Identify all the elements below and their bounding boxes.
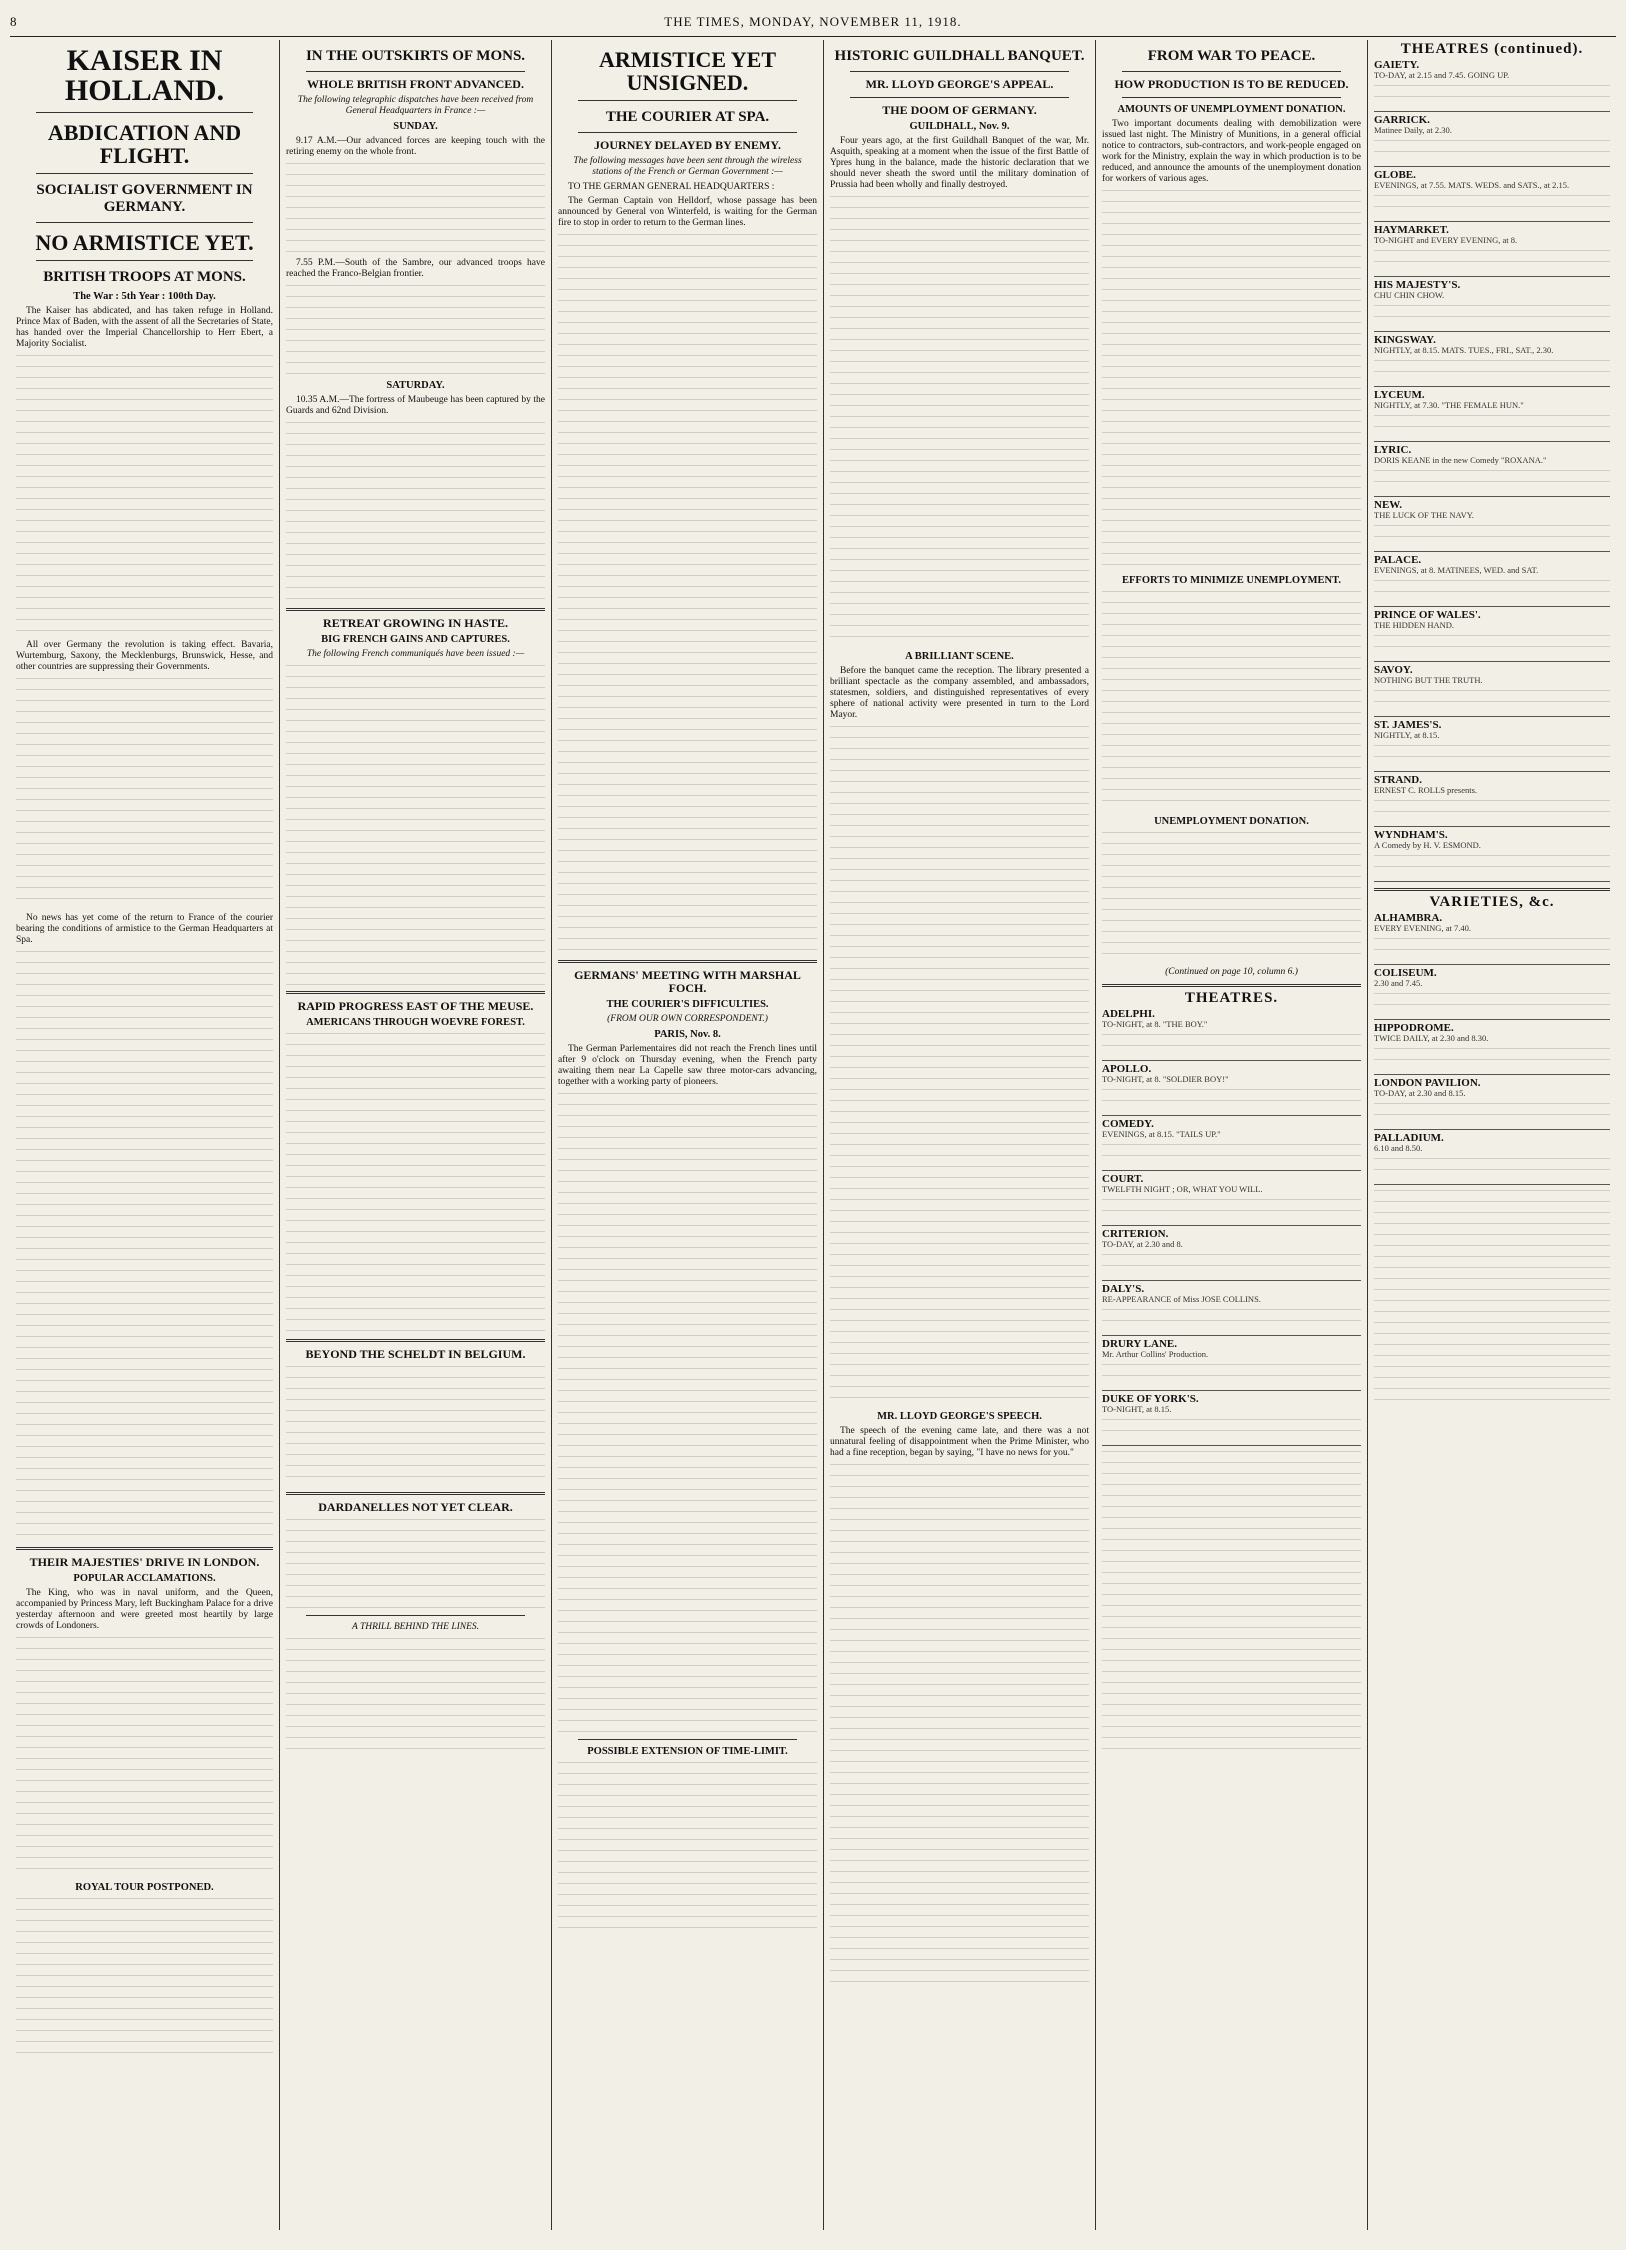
dateline: PARIS, Nov. 8. <box>654 1029 721 1040</box>
listing-name: GAIETY. <box>1374 59 1420 71</box>
listing-item <box>1374 332 1610 387</box>
listing-name: APOLLO. <box>1102 1063 1152 1075</box>
newspaper-page <box>10 10 1616 2230</box>
listing-line: RE-APPEARANCE of Miss JOSE COLLINS. <box>1102 1294 1261 1304</box>
listing-name: DUKE OF YORK'S. <box>1102 1393 1199 1405</box>
listing-name: DALY'S. <box>1102 1283 1145 1295</box>
listing-item <box>1102 1391 1361 1446</box>
listing-line: NOTHING BUT THE TRUTH. <box>1374 675 1483 685</box>
listing-item <box>1374 1075 1610 1130</box>
paragraph: Before the banquet came the reception. The library presented a brilliant spectacle as the company assembled, and ambassadors, statesmen, soldiers, and distinguished representatives of every sphere of national activity were presented in turn to the Lord Mayor. <box>830 666 1089 720</box>
paragraph: Four years ago, at the first Guildhall Banquet of the war, Mr. Asquith, speaking at a moment when the issue of the first Battle of Ypres hung in the balance, made the historic declaration that we should never sheath the sword until the military domination of Prussia had been wholly and finally destroyed. <box>830 136 1089 190</box>
theatres-continued-title: THEATRES (continued). <box>1400 41 1584 57</box>
listing-item <box>1102 1226 1361 1281</box>
headline-journey: JOURNEY DELAYED BY ENEMY. <box>594 138 781 152</box>
listing-name: ST. JAMES'S. <box>1374 719 1442 731</box>
listing-item <box>1374 387 1610 442</box>
page-number: 8 <box>10 14 17 29</box>
paragraph: The speech of the evening came late, and there was a not unnatural feeling of disappointment when the Prime Minister, who had a fine reception, began by saying, "I have no news for you." <box>830 1426 1089 1458</box>
column-armistice <box>552 40 824 2230</box>
subhead: MR. LLOYD GEORGE'S SPEECH. <box>877 1411 1042 1422</box>
headline-mons: BRITISH TROOPS AT MONS. <box>43 269 246 285</box>
intro: The following telegraphic dispatches have been received from General Headquarters in France :— <box>297 95 534 116</box>
listing-name: PALACE. <box>1374 554 1422 566</box>
paragraph: All over Germany the revolution is taking effect. Bavaria, Wurtemburg, Saxony, the Mecklenburgs, Brunswick, Hesse, and other countries are suppressing their Governments. <box>16 640 273 672</box>
paragraph: 7.55 P.M.—South of the Sambre, our advanced troops have reached the Franco-Belgian frontier. <box>286 258 545 279</box>
listing-line: TO-NIGHT, at 8. "THE BOY." <box>1102 1019 1208 1029</box>
listing-item <box>1102 1281 1361 1336</box>
paragraph: The King, who was in naval uniform, and the Queen, accompanied by Princess Mary, left Buckingham Palace for a drive yesterday afternoon and were greeted most heartily by large crowds of Londoners. <box>16 1588 273 1631</box>
listing-line: TO-DAY, at 2.30 and 8.15. <box>1374 1088 1466 1098</box>
listing-line: EVERY EVENING, at 7.40. <box>1374 923 1471 933</box>
listing-line: DORIS KEANE in the new Comedy "ROXANA." <box>1374 455 1547 465</box>
varieties-title: VARIETIES, &c. <box>1429 894 1555 910</box>
headline-abdication: ABDICATION AND FLIGHT. <box>47 120 242 168</box>
listing-line: ERNEST C. ROLLS presents. <box>1374 785 1478 795</box>
day-label: SUNDAY. <box>393 121 438 132</box>
headline-majesties: THEIR MAJESTIES' DRIVE IN LONDON. <box>29 1555 260 1569</box>
headline-retreat: RETREAT GROWING IN HASTE. <box>323 616 508 630</box>
masthead <box>10 14 1616 37</box>
listing-name: HIS MAJESTY'S. <box>1374 279 1461 291</box>
listing-line: NIGHTLY, at 8.15. <box>1374 730 1440 740</box>
theatres-title: THEATRES. <box>1184 990 1279 1006</box>
listing-line: Matinee Daily, at 2.30. <box>1374 125 1452 135</box>
day-label: SATURDAY. <box>386 380 445 391</box>
headline-foch: GERMANS' MEETING WITH MARSHAL FOCH. <box>574 968 801 995</box>
listing-line: TWICE DAILY, at 2.30 and 8.30. <box>1374 1033 1489 1043</box>
subhead: THE COURIER'S DIFFICULTIES. <box>606 999 769 1010</box>
listing-item <box>1374 1130 1610 1185</box>
listing-item <box>1102 1336 1361 1391</box>
listing-name: GLOBE. <box>1374 169 1416 181</box>
subhead: ROYAL TOUR POSTPONED. <box>75 1882 214 1893</box>
listing-name: KINGSWAY. <box>1374 334 1436 346</box>
listing-item <box>1374 57 1610 112</box>
theatres-continued-list <box>1374 57 1610 882</box>
listing-line: TWELFTH NIGHT ; OR, WHAT YOU WILL. <box>1102 1184 1263 1194</box>
paragraph: TO THE GERMAN GENERAL HEADQUARTERS : <box>568 182 775 192</box>
listing-item <box>1102 1171 1361 1226</box>
listing-line: THE LUCK OF THE NAVY. <box>1374 510 1474 520</box>
listing-name: LONDON PAVILION. <box>1374 1077 1481 1089</box>
headline-courier: THE COURIER AT SPA. <box>605 109 770 125</box>
headline-war-to-peace: FROM WAR TO PEACE. <box>1147 48 1316 64</box>
headline-outskirts: IN THE OUTSKIRTS OF MONS. <box>305 48 526 64</box>
headline-socialist: SOCIALIST GOVERNMENT IN GERMANY. <box>36 182 253 215</box>
listing-line: TO-DAY, at 2.30 and 8. <box>1102 1239 1183 1249</box>
dateline: The War : 5th Year : 100th Day. <box>73 291 216 302</box>
column-mons <box>280 40 552 2230</box>
listing-item <box>1374 497 1610 552</box>
listing-name: ALHAMBRA. <box>1374 912 1443 924</box>
dateline: GUILDHALL, Nov. 9. <box>909 121 1010 132</box>
listing-line: EVENINGS, at 8. MATINEES, WED. and SAT. <box>1374 565 1539 575</box>
listing-item <box>1374 965 1610 1020</box>
listing-name: PRINCE OF WALES'. <box>1374 609 1481 621</box>
listing-item <box>1374 717 1610 772</box>
listing-name: LYCEUM. <box>1374 389 1425 401</box>
headline-guildhall: HISTORIC GUILDHALL BANQUET. <box>834 48 1085 64</box>
listing-line: TO-NIGHT, at 8.15. <box>1102 1404 1172 1414</box>
theatres-list <box>1102 1006 1361 1446</box>
listing-line: 6.10 and 8.50. <box>1374 1143 1423 1153</box>
headline-whole-front: WHOLE BRITISH FRONT ADVANCED. <box>307 77 524 91</box>
listing-line: NIGHTLY, at 7.30. "THE FEMALE HUN." <box>1374 400 1524 410</box>
subhead: POPULAR ACCLAMATIONS. <box>73 1573 216 1584</box>
listing-name: ADELPHI. <box>1102 1008 1155 1020</box>
subhead-thrill: A THRILL BEHIND THE LINES. <box>351 1622 480 1632</box>
listing-line: TO-DAY, at 2.15 and 7.45. GOING UP. <box>1374 70 1510 80</box>
headline-doom: THE DOOM OF GERMANY. <box>882 103 1037 117</box>
listing-line: CHU CHIN CHOW. <box>1374 290 1445 300</box>
listing-item <box>1374 772 1610 827</box>
column-kaiser <box>10 40 280 2230</box>
listing-item <box>1374 827 1610 882</box>
headline-armistice: ARMISTICE YET UNSIGNED. <box>598 47 777 95</box>
headline-meuse: RAPID PROGRESS EAST OF THE MEUSE. <box>297 999 534 1013</box>
listing-item <box>1374 910 1610 965</box>
subhead: AMERICANS THROUGH WOEVRE FOREST. <box>306 1017 525 1028</box>
listing-name: LYRIC. <box>1374 444 1412 456</box>
intro: The following messages have been sent through the wireless stations of the French or German Government :— <box>573 156 802 177</box>
listing-line: A Comedy by H. V. ESMOND. <box>1374 840 1481 850</box>
columns <box>10 40 1616 2230</box>
paragraph: The Kaiser has abdicated, and has taken refuge in Holland. Prince Max of Baden, with the assent of all the Secretaries of State, has handed over the Imperial Chancellorship to Herr Ebert, a Majority Socialist. <box>16 306 273 349</box>
intro: The following French communiqués have been issued :— <box>306 649 525 659</box>
subhead: A BRILLIANT SCENE. <box>905 651 1014 662</box>
column-war-to-peace <box>1096 40 1368 2230</box>
listing-name: CRITERION. <box>1102 1228 1169 1240</box>
listing-name: PALLADIUM. <box>1374 1132 1444 1144</box>
listing-item <box>1374 442 1610 497</box>
paragraph: 9.17 A.M.—Our advanced forces are keeping touch with the retiring enemy on the whole front. <box>286 136 545 157</box>
headline-lloyd-george: MR. LLOYD GEORGE'S APPEAL. <box>865 77 1054 91</box>
listing-item <box>1374 222 1610 277</box>
paragraph: 10.35 A.M.—The fortress of Maubeuge has been captured by the Guards and 62nd Division. <box>286 395 545 416</box>
subhead: EFFORTS TO MINIMIZE UNEMPLOYMENT. <box>1122 575 1341 586</box>
listing-item <box>1374 662 1610 717</box>
listing-line: Mr. Arthur Collins' Production. <box>1102 1349 1209 1359</box>
paragraph: The German Captain von Helldorf, whose passage has been announced by General von Winterfeld, is waiting for the German fire to stop in order to return to the German lines. <box>558 196 817 228</box>
headline-production: HOW PRODUCTION IS TO BE REDUCED. <box>1114 77 1349 91</box>
listing-item <box>1102 1061 1361 1116</box>
listing-name: COURT. <box>1102 1173 1144 1185</box>
listing-name: DRURY LANE. <box>1102 1338 1177 1350</box>
listing-line: 2.30 and 7.45. <box>1374 978 1423 988</box>
listing-item <box>1102 1006 1361 1061</box>
subhead: AMOUNTS OF UNEMPLOYMENT DONATION. <box>1117 104 1346 115</box>
listing-line: NIGHTLY, at 8.15. MATS. TUES., FRI., SAT., 2.30. <box>1374 345 1554 355</box>
listing-name: WYNDHAM'S. <box>1374 829 1448 841</box>
subhead: UNEMPLOYMENT DONATION. <box>1154 816 1309 827</box>
listing-name: STRAND. <box>1374 774 1422 786</box>
listing-item <box>1374 167 1610 222</box>
listing-item <box>1374 607 1610 662</box>
column-theatres <box>1368 40 1616 2230</box>
byline: (FROM OUR OWN CORRESPONDENT.) <box>607 1014 768 1024</box>
paragraph: No news has yet come of the return to France of the courier bearing the conditions of armistice to the German Headquarters at Spa. <box>16 913 273 945</box>
headline-no-armistice: NO ARMISTICE YET. <box>35 230 254 255</box>
listing-line: EVENINGS, at 8.15. "TAILS UP." <box>1102 1129 1221 1139</box>
continued-note: (Continued on page 10, column 6.) <box>1165 967 1298 977</box>
listing-name: SAVOY. <box>1374 664 1413 676</box>
listing-line: EVENINGS, at 7.55. MATS. WEDS. and SATS., at 2.15. <box>1374 180 1570 190</box>
masthead-title: THE TIMES, MONDAY, NOVEMBER 11, 1918. <box>664 14 962 29</box>
listing-name: HAYMARKET. <box>1374 224 1449 236</box>
listing-item <box>1374 277 1610 332</box>
listing-item <box>1374 112 1610 167</box>
subhead: POSSIBLE EXTENSION OF TIME-LIMIT. <box>587 1746 788 1757</box>
paragraph: The German Parlementaires did not reach the French lines until after 9 o'clock on Thursday evening, when the French party awaiting them near La Capelle saw three motor-cars advancing, together with a working party of pioneers. <box>558 1044 817 1087</box>
varieties-list <box>1374 910 1610 1185</box>
listing-name: GARRICK. <box>1374 114 1430 126</box>
column-guildhall <box>824 40 1096 2230</box>
listing-name: NEW. <box>1374 499 1403 511</box>
listing-name: HIPPODROME. <box>1374 1022 1454 1034</box>
listing-line: TO-NIGHT and EVERY EVENING, at 8. <box>1374 235 1518 245</box>
listing-name: COLISEUM. <box>1374 967 1437 979</box>
headline-scheldt: BEYOND THE SCHELDT IN BELGIUM. <box>305 1347 526 1361</box>
headline-kaiser: KAISER IN HOLLAND. <box>64 44 225 107</box>
paragraph: Two important documents dealing with demobilization were issued last night. The Ministry of Munitions, in a general official notice to contractors, sub-contractors, and work-people engaged on work for the Ministry, explain the way in which production is to be reduced, and announce the amounts of the unemployment donation for workers of various ages. <box>1102 119 1361 184</box>
listing-line: THE HIDDEN HAND. <box>1374 620 1455 630</box>
listing-item <box>1374 552 1610 607</box>
listing-item <box>1102 1116 1361 1171</box>
listing-name: COMEDY. <box>1102 1118 1154 1130</box>
subhead: BIG FRENCH GAINS AND CAPTURES. <box>321 634 510 645</box>
listing-line: TO-NIGHT, at 8. "SOLDIER BOY!" <box>1102 1074 1229 1084</box>
headline-dardanelles: DARDANELLES NOT YET CLEAR. <box>318 1500 513 1514</box>
listing-item <box>1374 1020 1610 1075</box>
